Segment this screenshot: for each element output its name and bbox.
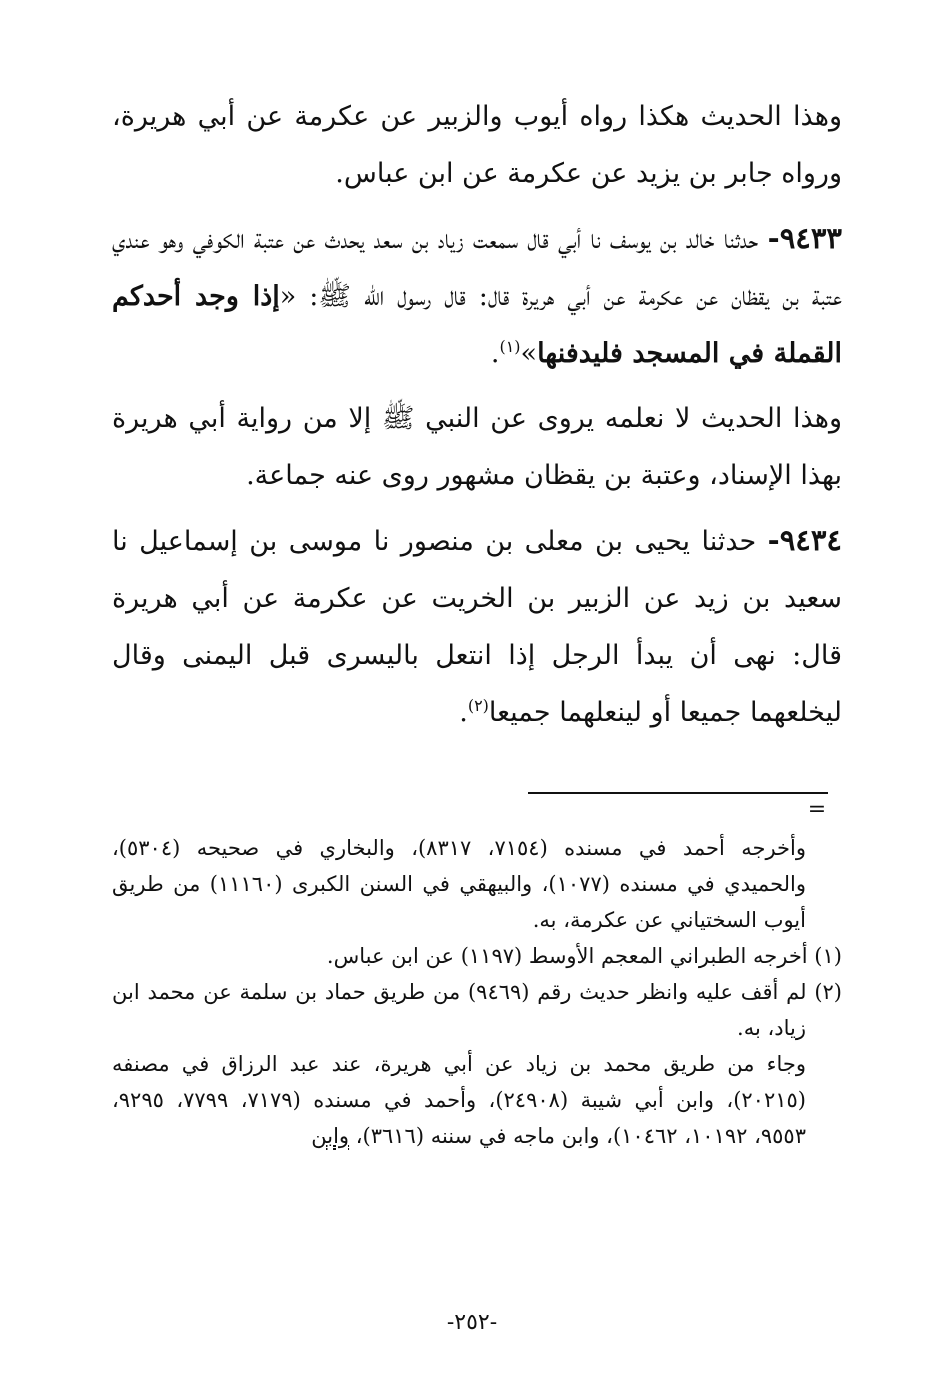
paragraph-commentary-1: وهذا الحديث هكذا رواه أيوب والزبير عن عكرمة عن أبي هريرة، ورواه جابر بن يزيد عن عكرمة عن ابن عباس. xyxy=(112,101,842,189)
footnote-2-continuation xyxy=(112,1046,842,1154)
hadith-9434 xyxy=(112,512,842,741)
footnote-1: (١) أخرجه الطبراني المعجم الأوسط (١١٩٧) عن ابن عباس. xyxy=(326,944,842,968)
footnote-2: (٢) لم أقف عليه وانظر حديث رقم (٩٤٦٩) من طريق حماد بن سلمة عن محمد ابن زياد، به. xyxy=(112,980,842,1040)
footnote-continued: وأخرجه أحمد في مسنده (٧١٥٤، ٨٣١٧)، والبخاري في صحيحه (٥٣٠٤)، والحميدي في مسنده (١٠٧٧)، والبيهقي في السنن الكبرى (١١١٦٠) من طريق أيوب السختياني عن عكرمة، به. xyxy=(112,836,806,932)
sentence-end: . xyxy=(459,697,468,728)
footnotes xyxy=(112,830,842,1154)
footnote-ref-1: (١) xyxy=(499,337,521,356)
continuation-mark: = xyxy=(807,797,827,822)
hadith-text: حدثنا خالد بن يوسف نا أبي قال سمعت زياد بن سعد يحدث عن عتبة الكوفي وهو عندي عتبة بن يقظان عن عكرمة عن أبي هريرة قال: قال رسول الله ﷺ: « xyxy=(112,224,843,312)
page-number: -٢٥٢- xyxy=(446,1310,498,1335)
footnote-separator xyxy=(528,792,828,794)
catchword: وابن xyxy=(311,1124,350,1148)
quote-close: » xyxy=(520,338,538,369)
hadith-number: ٩٤٣٤- xyxy=(767,523,842,557)
footnote-2-continuation-text: وجاء من طريق محمد بن زياد عن أبي هريرة، عند عبد الرزاق في مصنفه (٢٠٢١٥)، وابن أبي شيبة (٢٤٩٠٨)، وأحمد في مسنده (٧١٧٩، ٧٧٩٩، ٩٢٩٥، ٩٥٥٣، ١٠١٩٢، ١٠٤٦٢)، وابن ماجه في سننه (٣٦١٦)، xyxy=(112,1052,806,1148)
hadith-text: حدثنا يحيى بن معلى بن منصور نا موسى بن إسماعيل نا سعيد بن زيد عن الزبير بن الخريت عن عكرمة عن أبي هريرة قال: نهى أن يبدأ الرجل إذا انتعل باليسرى قبل اليمنى وقال ليخلعهما جميعا أو لينعلهما جميعا xyxy=(112,526,842,728)
hadith-quote: إذا وجد أحدكم القملة في المسجد فليدفنها xyxy=(112,281,842,369)
sentence-end: . xyxy=(490,338,500,369)
footnote-ref-2: (٢) xyxy=(467,696,489,715)
paragraph-commentary-2: وهذا الحديث لا نعلمه يروى عن النبي ﷺ إلا من رواية أبي هريرة بهذا الإسناد، وعتبة بن يقظان مشهور روى عنه جماعة. xyxy=(112,403,842,491)
main-text xyxy=(112,88,842,749)
hadith-number: ٩٤٣٣- xyxy=(767,221,842,255)
hadith-9433 xyxy=(112,210,842,382)
